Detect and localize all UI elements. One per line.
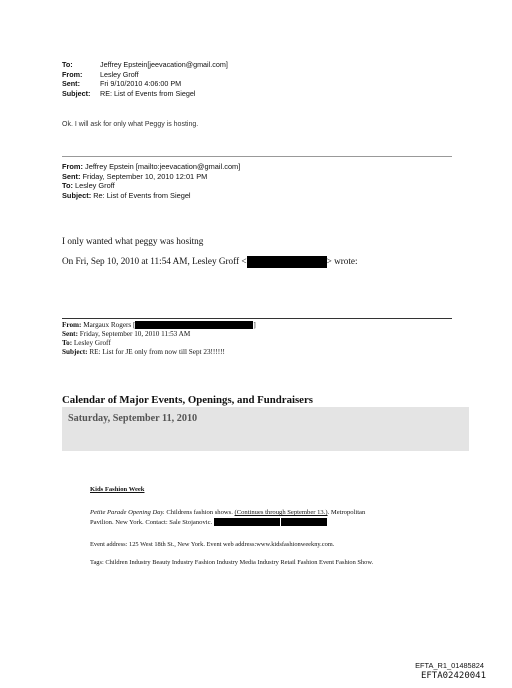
event-desc-2: . Metropolitan xyxy=(327,509,366,516)
from-value: Jeffrey Epstein [mailto:jeevacation@gmail.com] xyxy=(85,162,241,171)
subject-label: Subject: xyxy=(62,190,92,200)
redaction-box xyxy=(281,518,327,526)
sent-value: Fri 9/10/2010 4:06:00 PM xyxy=(100,79,182,88)
from-value: Lesley Groff xyxy=(100,69,139,79)
from-close: ] xyxy=(253,321,256,329)
event-title: Kids Fashion Week xyxy=(90,486,145,493)
reply-text-1: Ok. I will ask for only what Peggy is hosting. xyxy=(62,121,199,128)
sent-label: Sent: xyxy=(62,171,81,181)
subject-label: Subject: xyxy=(62,88,91,98)
sent-value: Friday, September 10, 2010 11:53 AM xyxy=(79,330,191,338)
subject-value: RE: List for JE only from now till Sept 23!!!!!! xyxy=(89,348,225,356)
to-value: Lesley Groff xyxy=(75,181,115,191)
footer-id-1: EFTA_R1_01485824 xyxy=(415,661,484,670)
quote-prefix: On Fri, Sep 10, 2010 at 11:54 AM, Lesley Groff < xyxy=(62,256,247,267)
to-value: Lesley Groff xyxy=(73,339,111,347)
event-desc-line2: Pavilion. New York. Contact: Sale Stojanovic. xyxy=(90,518,213,526)
redaction-box xyxy=(214,518,280,526)
to-label: To: xyxy=(62,60,73,69)
from-label: From: xyxy=(62,69,83,79)
quote-suffix: > wrote: xyxy=(326,256,358,267)
redaction-box xyxy=(247,256,327,268)
event-desc-italic: Petite Parade Opening Day. xyxy=(90,509,165,516)
subject-label: Subject: xyxy=(62,348,88,356)
to-value: Jeffrey Epstein[jeevacation@gmail.com] xyxy=(100,60,228,69)
sent-label: Sent: xyxy=(62,79,80,88)
from-label: From: xyxy=(62,321,82,329)
from-label: From: xyxy=(62,162,83,171)
email-header-1 xyxy=(62,60,228,98)
date-heading: Saturday, September 11, 2010 xyxy=(68,413,198,424)
quote-line xyxy=(62,256,358,268)
event-desc-1: Childrens fashion shows. xyxy=(164,509,235,516)
event-address: Event address: 125 West 18th St., New York. Event web address:www.kidsfashionweekny.com. xyxy=(90,541,335,548)
to-label: To: xyxy=(62,339,73,347)
to-label: To: xyxy=(62,181,73,191)
redaction-box xyxy=(135,321,256,329)
date-heading-box xyxy=(62,407,469,451)
divider-2 xyxy=(62,318,452,319)
email-header-3 xyxy=(62,321,256,357)
event-desc-underline: (Continues through September 13.) xyxy=(234,509,328,516)
divider-1 xyxy=(62,156,452,157)
sent-label: Sent: xyxy=(62,330,78,338)
sent-value: Friday, September 10, 2010 12:01 PM xyxy=(82,171,208,181)
from-value: Margaux Rogers [ xyxy=(83,321,136,329)
calendar-title: Calendar of Major Events, Openings, and Fundraisers xyxy=(62,394,313,406)
reply-text-2: I only wanted what peggy was hositng xyxy=(62,236,204,246)
event-description xyxy=(90,508,440,527)
email-header-2 xyxy=(62,162,240,200)
subject-value: RE: List of Events from Siegel xyxy=(100,88,196,98)
footer-id-2: EFTA02420041 xyxy=(420,671,486,681)
subject-value: Re: List of Events from Siegel xyxy=(93,190,191,200)
event-tags: Tags: Children Industry Beauty Industry Fashion Industry Media Industry Retail Fashion Event Fashion Show. xyxy=(90,559,374,566)
